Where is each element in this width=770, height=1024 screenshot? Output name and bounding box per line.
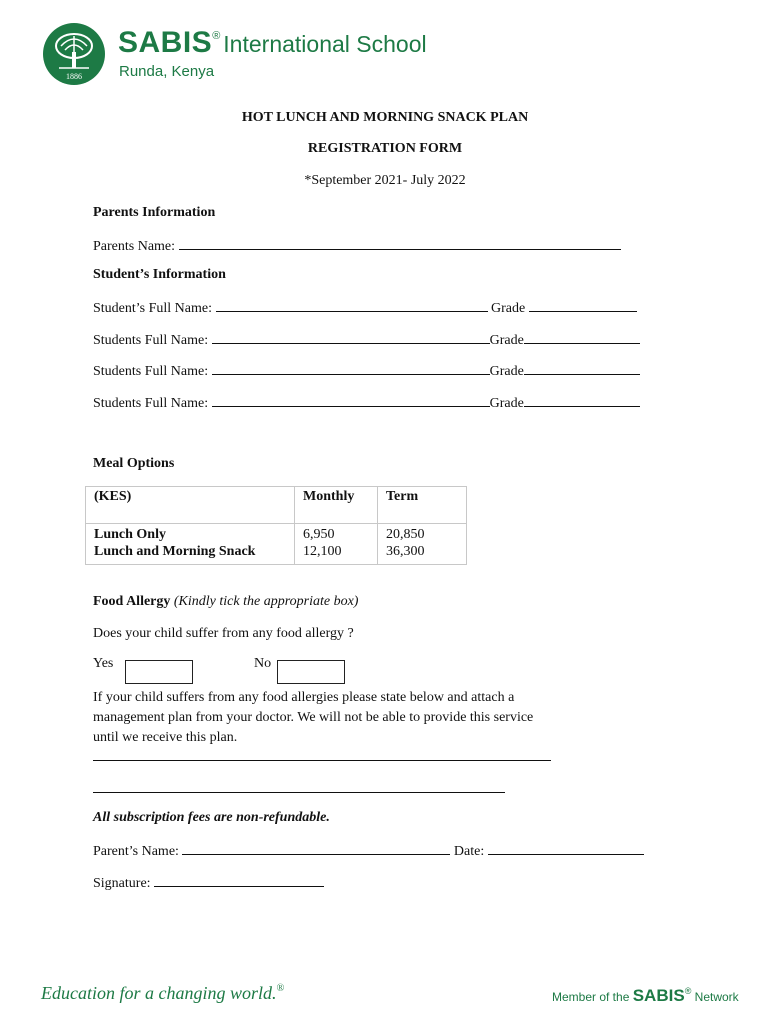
signature-row bbox=[93, 873, 324, 892]
column-header-currency: (KES) bbox=[86, 487, 295, 524]
student-grade-field[interactable] bbox=[524, 361, 640, 375]
parent-name-field[interactable] bbox=[182, 841, 450, 855]
parents-name-label: Parents Name: bbox=[93, 239, 176, 254]
school-seal-logo bbox=[41, 22, 107, 86]
allergy-details-line-2[interactable] bbox=[93, 792, 505, 793]
allergy-note-line: If your child suffers from any food allergies please state below and attach a bbox=[93, 690, 515, 705]
student-grade-label: Grade bbox=[491, 301, 526, 316]
allergy-details-line-1[interactable] bbox=[93, 760, 551, 761]
signature-field[interactable] bbox=[154, 873, 324, 887]
school-location: Runda, Kenya bbox=[119, 63, 215, 80]
student-row bbox=[93, 393, 640, 412]
student-grade-field[interactable] bbox=[524, 330, 640, 344]
allergy-note-line: management plan from your doctor. We will not be able to provide this service bbox=[93, 710, 534, 725]
no-checkbox[interactable] bbox=[277, 660, 345, 684]
no-label: No bbox=[254, 656, 272, 671]
table-header-row bbox=[86, 487, 467, 524]
student-grade-field[interactable] bbox=[524, 393, 640, 407]
network-brand: SABIS bbox=[632, 986, 685, 1005]
form-subtitle: REGISTRATION FORM bbox=[307, 141, 463, 156]
parents-name-field[interactable] bbox=[179, 236, 621, 250]
non-refundable-note: All subscription fees are non-refundable. bbox=[93, 810, 330, 825]
footer-tagline bbox=[41, 983, 284, 1004]
school-name: International School bbox=[223, 31, 427, 57]
seal-year: 1886 bbox=[66, 72, 82, 81]
network-reg: ® bbox=[684, 986, 692, 996]
meal-option-name: Lunch Only bbox=[94, 527, 166, 542]
column-header-monthly: Monthly bbox=[295, 487, 378, 524]
meal-option-cell bbox=[86, 524, 295, 565]
student-name-field[interactable] bbox=[212, 361, 490, 375]
student-grade-field[interactable] bbox=[529, 298, 637, 312]
food-allergy-heading-row bbox=[93, 594, 358, 610]
student-name-label: Students Full Name: bbox=[93, 396, 209, 411]
parent-name-label: Parent’s Name: bbox=[93, 844, 179, 859]
term-price-cell bbox=[378, 524, 467, 565]
network-prefix: Member of the bbox=[552, 990, 630, 1004]
monthly-price-cell bbox=[295, 524, 378, 565]
parents-name-row bbox=[93, 236, 621, 255]
parent-date-row bbox=[93, 841, 644, 860]
monthly-price: 6,950 bbox=[303, 527, 335, 542]
network-suffix: Network bbox=[694, 990, 739, 1004]
brand-title bbox=[118, 26, 427, 60]
allergy-note bbox=[93, 688, 533, 748]
network-membership bbox=[552, 986, 739, 1006]
student-name-field[interactable] bbox=[216, 298, 488, 312]
parents-heading: Parents Information bbox=[93, 205, 216, 220]
date-label: Date: bbox=[453, 844, 485, 859]
student-name-field[interactable] bbox=[212, 393, 490, 407]
student-row bbox=[93, 361, 640, 380]
column-header-term: Term bbox=[378, 487, 467, 524]
student-name-label: Student’s Full Name: bbox=[93, 301, 212, 316]
date-field[interactable] bbox=[488, 841, 644, 855]
brand-name: SABIS bbox=[118, 26, 213, 59]
form-title: HOT LUNCH AND MORNING SNACK PLAN bbox=[241, 110, 529, 125]
student-grade-label: Grade bbox=[489, 364, 524, 379]
student-grade-label: Grade bbox=[489, 396, 524, 411]
term-price: 20,850 bbox=[386, 527, 425, 542]
term-price: 36,300 bbox=[386, 544, 425, 559]
student-row bbox=[93, 298, 637, 317]
yes-label: Yes bbox=[93, 656, 114, 671]
table-body-row bbox=[86, 524, 467, 565]
allergy-question: Does your child suffer from any food allergy ? bbox=[93, 626, 354, 641]
student-name-field[interactable] bbox=[212, 330, 490, 344]
students-heading: Student’s Information bbox=[93, 267, 226, 282]
food-allergy-heading: Food Allergy bbox=[93, 594, 171, 609]
food-allergy-instruction: (Kindly tick the appropriate box) bbox=[173, 594, 359, 609]
meal-options-table bbox=[85, 486, 467, 565]
meal-option-name: Lunch and Morning Snack bbox=[94, 544, 256, 559]
form-period: *September 2021- July 2022 bbox=[304, 173, 466, 188]
student-row bbox=[93, 330, 640, 349]
tagline-mark: ® bbox=[276, 983, 285, 994]
tagline-text: Education for a changing world. bbox=[41, 983, 277, 1003]
allergy-note-line: until we receive this plan. bbox=[93, 730, 238, 745]
student-name-label: Students Full Name: bbox=[93, 333, 209, 348]
signature-label: Signature: bbox=[93, 876, 151, 891]
meal-options-heading: Meal Options bbox=[93, 456, 175, 471]
student-grade-label: Grade bbox=[489, 333, 524, 348]
monthly-price: 12,100 bbox=[303, 544, 342, 559]
yes-checkbox[interactable] bbox=[125, 660, 193, 684]
brand-reg: ® bbox=[212, 30, 221, 42]
student-name-label: Students Full Name: bbox=[93, 364, 209, 379]
